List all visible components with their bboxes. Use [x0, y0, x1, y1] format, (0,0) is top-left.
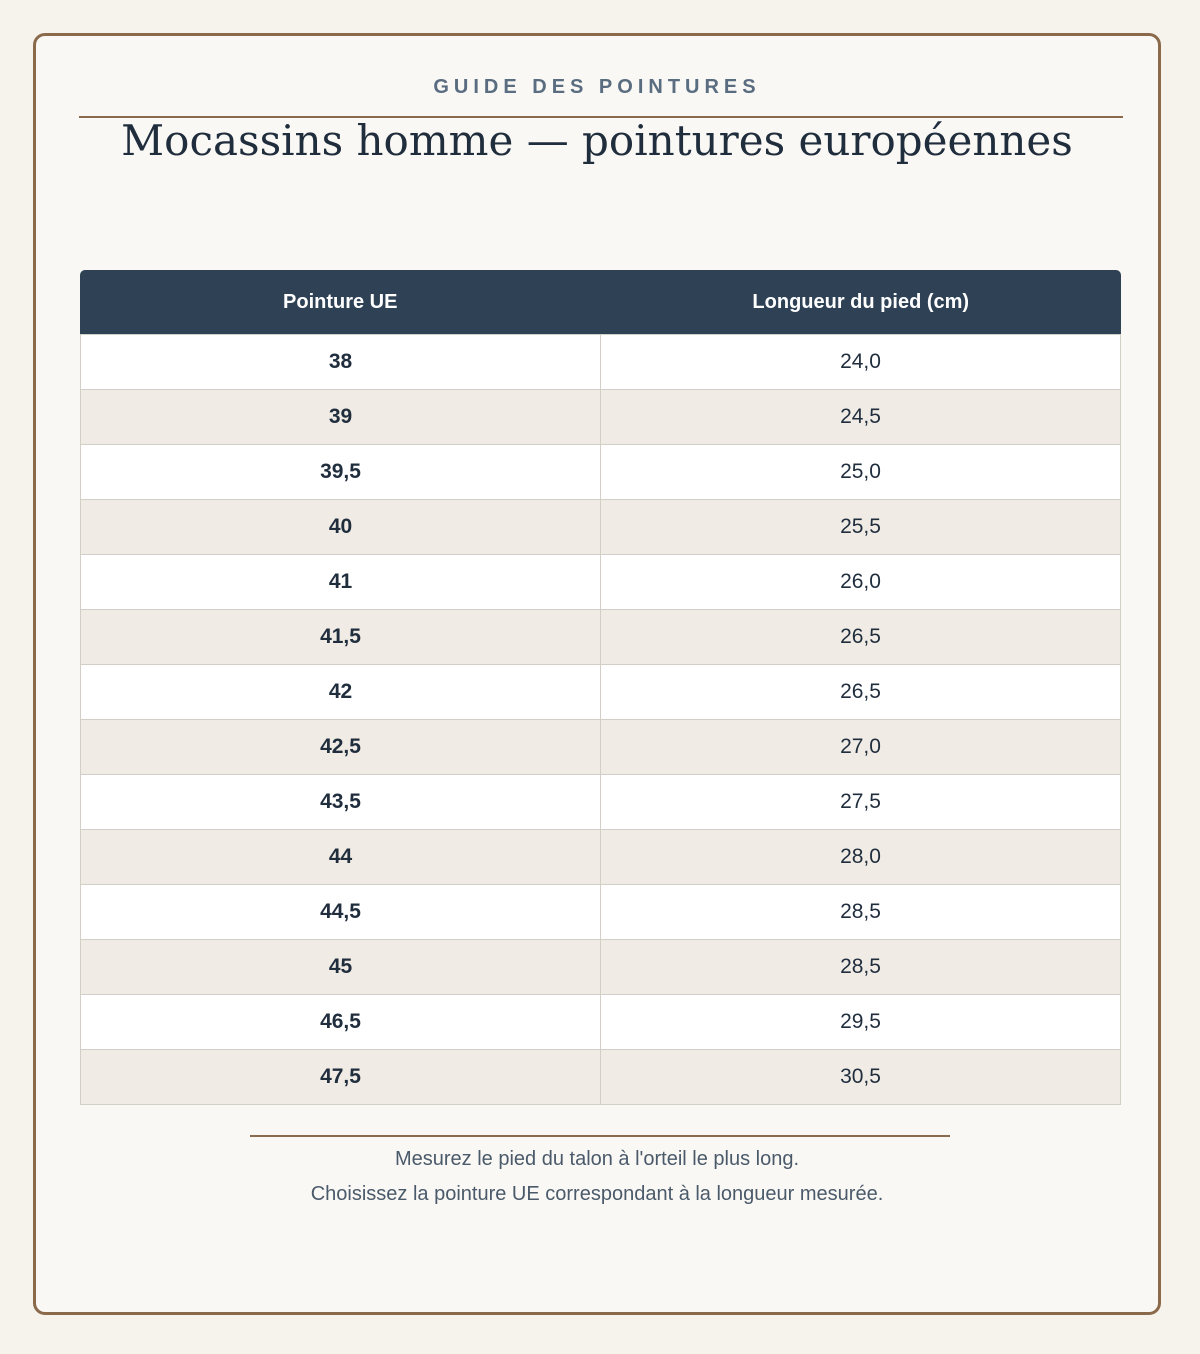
table-row: [80, 720, 1121, 775]
length-cell: 28,0: [840, 845, 881, 868]
length-cell: 27,5: [840, 790, 881, 813]
size-table: [80, 270, 1121, 1105]
size-cell: 39,5: [81, 445, 601, 499]
length-cell: 26,5: [840, 680, 881, 703]
table-row: [80, 885, 1121, 940]
size-cell: 41,5: [81, 610, 601, 664]
table-row: [80, 1050, 1121, 1105]
bottom-divider: [250, 1135, 950, 1137]
length-cell: 30,5: [840, 1065, 881, 1088]
length-cell: 26,0: [840, 570, 881, 593]
length-cell: 29,5: [840, 1010, 881, 1033]
size-cell: 42,5: [81, 720, 601, 774]
table-row: [80, 995, 1121, 1050]
size-cell: 39: [81, 390, 601, 444]
length-cell: 24,0: [840, 350, 881, 373]
table-row: [80, 775, 1121, 830]
size-cell: 40: [81, 500, 601, 554]
size-cell: 43,5: [81, 775, 601, 829]
length-cell: 27,0: [840, 735, 881, 758]
column-header-length: Longueur du pied (cm): [752, 290, 970, 313]
length-cell: 28,5: [840, 900, 881, 923]
table-row: [80, 390, 1121, 445]
table-row: [80, 445, 1121, 500]
length-cell: 26,5: [840, 625, 881, 648]
table-body: [80, 334, 1121, 1105]
table-row: [80, 334, 1121, 390]
measure-instruction: Mesurez le pied du talon à l'orteil le plus long.: [394, 1148, 800, 1170]
length-cell: 25,5: [840, 515, 881, 538]
size-cell: 46,5: [81, 995, 601, 1049]
choose-instruction: Choisissez la pointure UE correspondant à la longueur mesurée.: [310, 1183, 884, 1205]
eyebrow-label: GUIDE DES POINTURES: [433, 76, 761, 98]
size-cell: 38: [81, 335, 601, 389]
length-cell: 28,5: [840, 955, 881, 978]
size-cell: 44: [81, 830, 601, 884]
table-row: [80, 940, 1121, 995]
table-row: [80, 665, 1121, 720]
size-cell: 44,5: [81, 885, 601, 939]
table-row: [80, 610, 1121, 665]
table-row: [80, 830, 1121, 885]
size-cell: 47,5: [81, 1050, 601, 1104]
size-cell: 45: [81, 940, 601, 994]
length-cell: 24,5: [840, 405, 881, 428]
length-cell: 25,0: [840, 460, 881, 483]
page-title: Mocassins homme — pointures européennes: [121, 116, 1073, 165]
table-row: [80, 555, 1121, 610]
column-header-size: Pointure UE: [283, 290, 398, 313]
size-guide-card: [33, 33, 1161, 1315]
table-header: [80, 270, 1121, 334]
size-cell: 42: [81, 665, 601, 719]
table-row: [80, 500, 1121, 555]
size-cell: 41: [81, 555, 601, 609]
